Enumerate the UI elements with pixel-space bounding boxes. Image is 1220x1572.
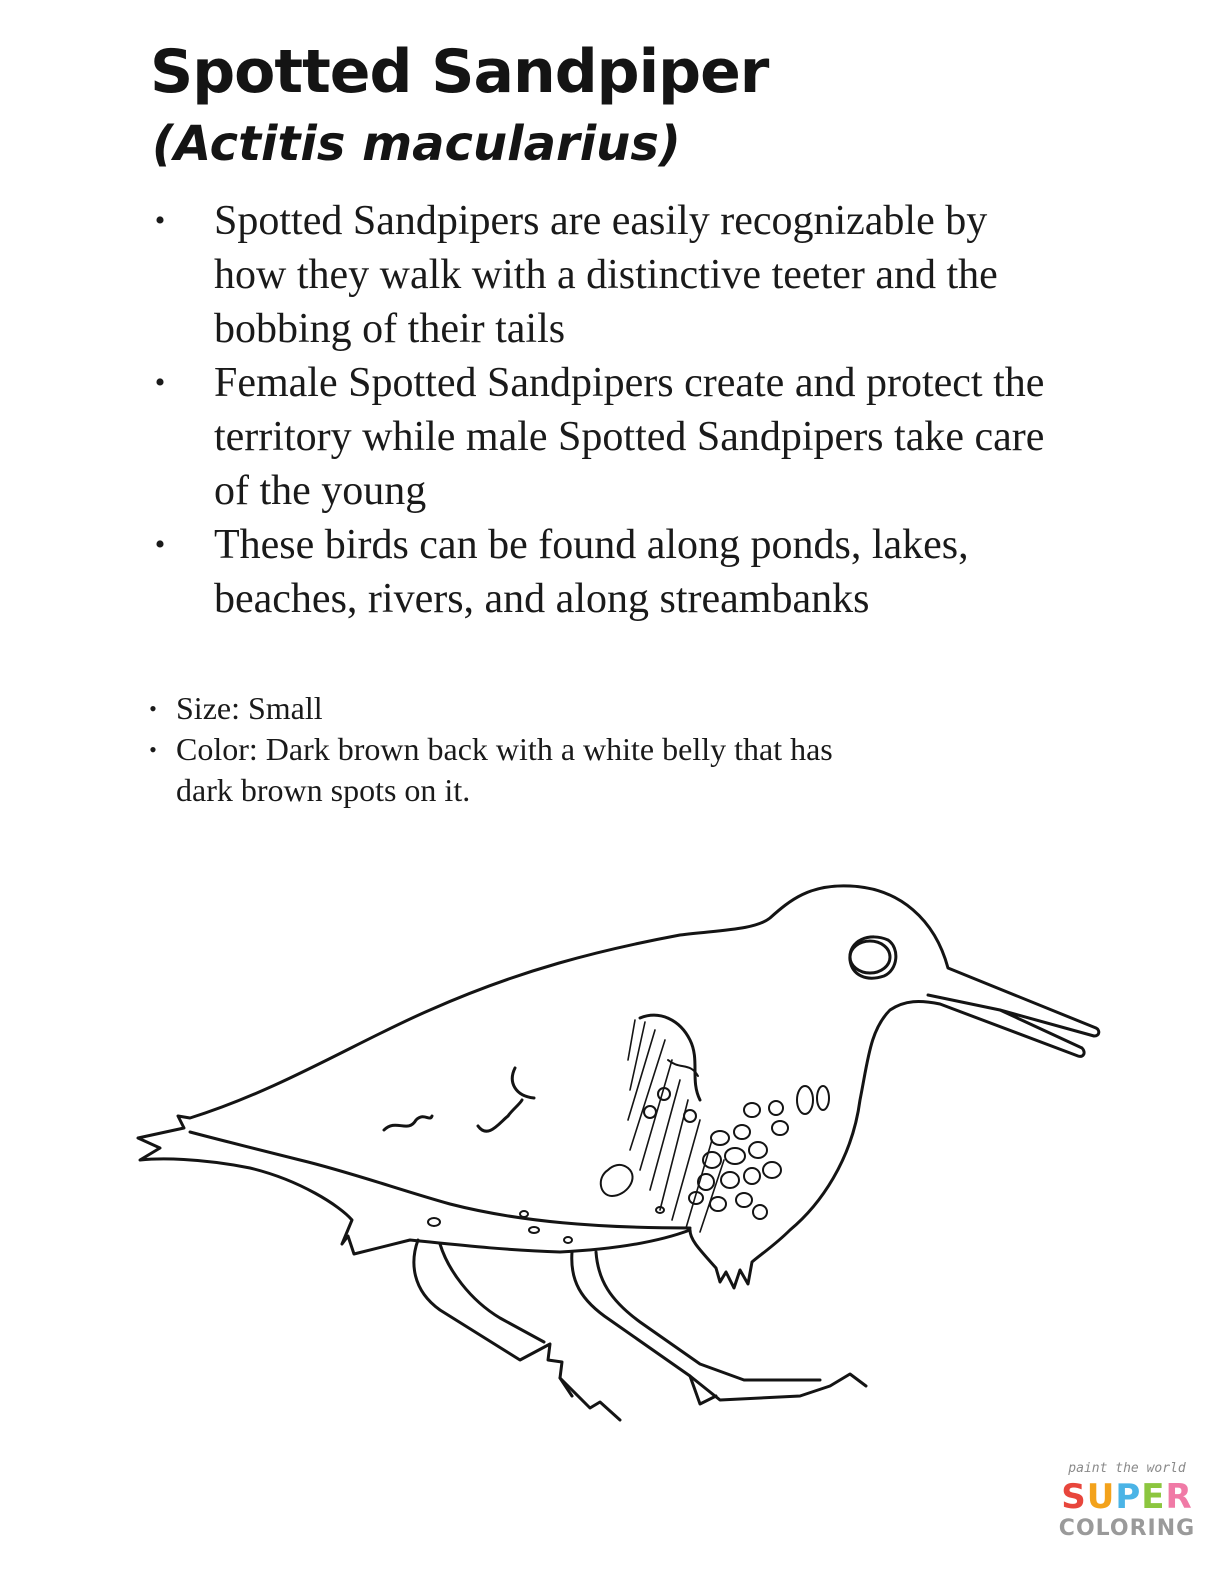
logo-letter: R (1165, 1477, 1193, 1517)
bird-leg-back-inner (440, 1244, 544, 1342)
bullet-icon: • (154, 366, 166, 399)
bullet-icon: • (149, 696, 157, 721)
bullet-icon: • (154, 528, 166, 561)
fact-text: Spotted Sandpipers are easily recognizable by how they walk with a distinctive teeter and the bobbing of their tails (214, 198, 998, 352)
belly-spots (601, 1060, 829, 1219)
logo-word-coloring: COLORING (1058, 1516, 1196, 1541)
bird-breast-edge (640, 1015, 700, 1100)
logo-letter: U (1086, 1477, 1116, 1517)
logo-letter: E (1141, 1477, 1166, 1517)
bird-wing-mark (512, 1068, 534, 1098)
bird-wing-mark (384, 1116, 432, 1130)
logo-letter: S (1061, 1477, 1087, 1517)
bullet-icon: • (154, 204, 166, 237)
detail-text: Size: Small (176, 690, 323, 726)
bird-leg-front-inner (596, 1252, 820, 1380)
logo-tagline: paint the world (1068, 1461, 1186, 1476)
bird-eye (850, 941, 890, 973)
page-title: Spotted Sandpiper (150, 37, 769, 107)
super-coloring-logo (1052, 1460, 1202, 1560)
scientific-name: (Actitis macularius) (152, 116, 681, 172)
flank-spots (428, 1207, 664, 1243)
logo-word-super (1052, 1478, 1202, 1516)
fact-text: These birds can be found along ponds, lakes, beaches, rivers, and along streambanks (214, 522, 969, 622)
fact-text: Female Spotted Sandpipers create and protect the territory while male Spotted Sandpipers take care of the young (214, 360, 1045, 514)
bird-wing-mark (478, 1100, 522, 1131)
bird-breast-hatching (628, 1020, 724, 1232)
logo-letter: P (1115, 1477, 1142, 1517)
detail-text: Color: Dark brown back with a white belly that has dark brown spots on it. (176, 731, 833, 808)
bird-tail-line (190, 1132, 690, 1228)
bullet-icon: • (149, 737, 157, 762)
bird-leg-back (414, 1240, 620, 1420)
